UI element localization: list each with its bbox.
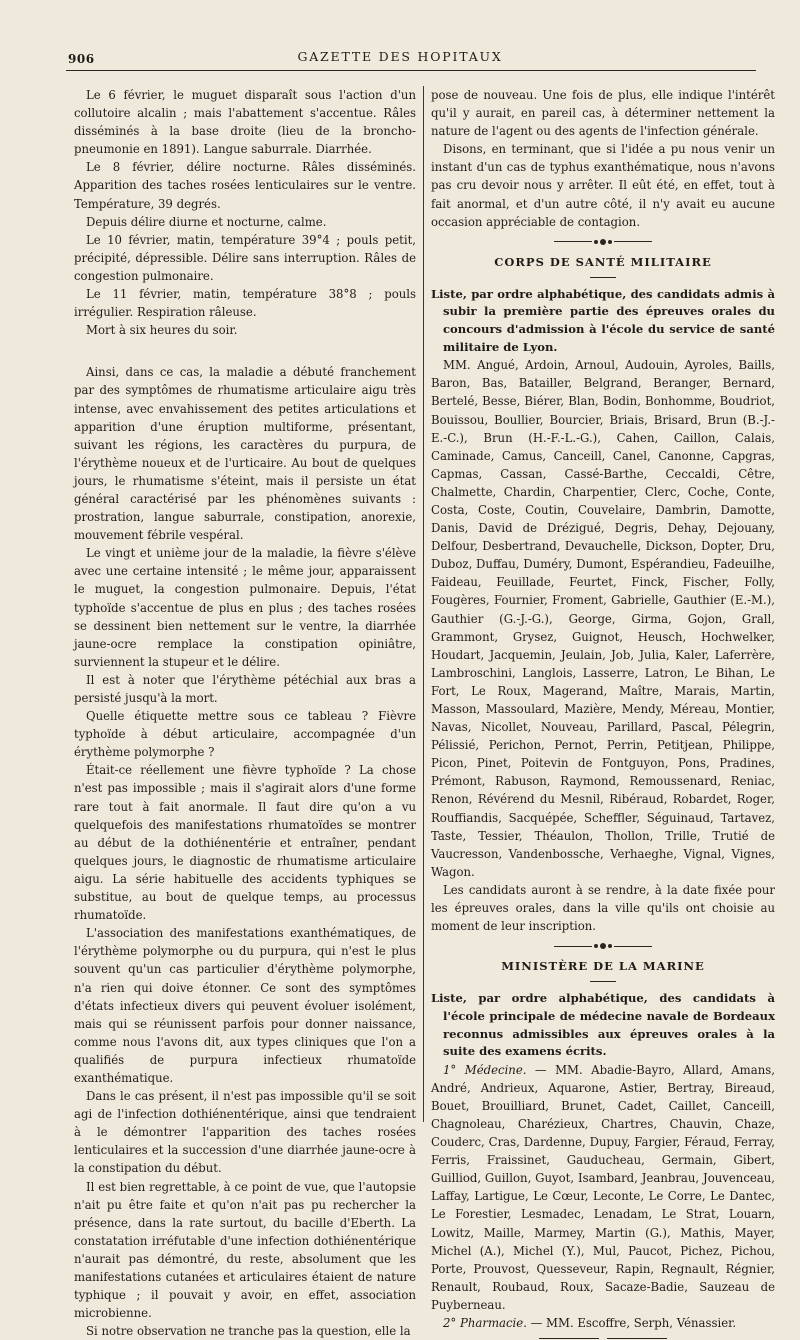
section-lead: Liste, par ordre alphabétique, des candidats à l'école principale de médecine navale de Bordeaux reconnus admissibles aux épreuves orales à la suite des examens écrits. [431,991,775,1059]
paragraph: Disons, en terminant, que si l'idée a pu nous venir un instant d'un cas de typhus exanthématique, nous n'avons pas cru devoir nous y arrêter. Il eût été, en effet, tout à fait anormal, et d'un autre côté, il n'y avait eu aucune occasion appréciable de contagion. [431,142,775,229]
section-separator [431,239,775,245]
pharmacy-label: 2° Pharmacie. [443,1316,527,1330]
paragraph: L'association des manifestations exanthématiques, de l'érythème polymorphe ou du purpura, qui n'est le plus souvent qu'un cas particulier d'érythème polymorphe, n'a rien qui doive étonner. Ce sont des symptômes d'états infectieux divers qui peuvent évoluer isolément, mais qui se réunissent parfois pour donner naissance, comme nous l'avons dit, aux types cliniques que l'on a qualifiés de purpura infectieux rhumatoïde exanthématique. [74,926,416,1085]
paragraph: Le vingt et unième jour de la maladie, la fièvre s'élève avec une certaine intensité ; le même jour, apparaissent le muguet, la congestion pulmonaire. Depuis, l'état typhoïde s'accentue de plus en plus ; des taches rosées se dessinent bien nettement sur le ventre, la diarrhée jaune-ocre remplace la constipation opiniâtre, surviennent la stupeur et le délire. [74,546,416,669]
paragraph: Était-ce réellement une fièvre typhoïde ? La chose n'est pas impossible ; mais il s'agirait alors d'une forme rare tout à fait anormale. Il faut dire qu'on a vu quelquefois des manifestations rhumatoïdes se montrer au début de la dothiénentérie et entraîner, pendant quelques jours, le diagnostic de rhumatisme articulaire aigu. La série habituelle des accidents typhiques se substitue, au bout de quelque temps, au processus rhumatoïde. [74,763,416,923]
paragraph: Le 8 février, délire nocturne. Râles disséminés. Apparition des taches rosées lenticulaires sur le ventre. Température, 39 degrés. [74,160,416,211]
paragraph: Les candidats auront à se rendre, à la date fixée pour les épreuves orales, dans la ville qu'ils ont choisie au moment de leur inscription. [431,882,775,934]
section-lead: Liste, par ordre alphabétique, des candidats admis à subir la première partie des épreuves orales du concours d'admission à l'école du service de santé militaire de Lyon. [431,286,775,354]
paragraph: Le 10 février, matin, température 39°4 ; pouls petit, précipité, dépressible. Délire sans interruption. Râles de congestion pulmonaire. [74,232,416,283]
paragraph: Le 11 février, matin, température 38°8 ; pouls irrégulier. Respiration râleuse. [74,287,416,320]
medicine-names: — MM. Abadie-Bayro, Allard, Amans, André, Andrieux, Aquarone, Astier, Bertray, Bireaud, Bouet, Brouilliard, Brunet, Cadet, Caillet, Canceill, Chagnoleau, Charézieux, Chartres, Chauvin, Chaze, Couderc, Cras, Dardenne, Dupuy, Fargier, Féraud, Ferray, Ferris, Fraissinet, Gauducheau, Germain, Gibert, Guilliod, Guillon, Guyot, Isambard, Jeanbrau, Jouvenceau, Laffay, Lartigue, Le Cœur, Leconte, Le Corre, Le Dantec, Le Forestier, Lesmadec, Lenadam, Le Strat, Louarn, Lowitz, Maille, Marmey, Martin (G.), Mathis, Mayer, Michel (A.), Michel (Y.), Mul, Paucot, Pichez, Pichou, Porte, Prouvost, Quesseveur, Rapin, Regnault, Régnier, Renault, Roubaud, Roux, Sacaze-Badie, Sauzeau de Puyberneau. [431,1062,775,1312]
paragraph: Quelle étiquette mettre sous ce tableau ? Fièvre typhoïde à début articulaire, accompagnée d'un érythème polymorphe ? [74,709,416,760]
column-divider [423,86,424,1122]
paragraph: Depuis délire diurne et nocturne, calme. [86,214,327,229]
paragraph: Le 6 février, le muguet disparaît sous l'action d'un collutoire alcalin ; mais l'abattement s'accentue. Râles disséminés à la base droite (lieu de la broncho-pneumonie en 1891). Langue saburrale. Diarrhée. [74,88,416,157]
header-rule [66,70,756,71]
candidate-list-pharmacy [431,1314,775,1332]
section-title-navy: MINISTÈRE DE LA MARINE [501,959,705,974]
left-column [74,86,416,1340]
paragraph: Ainsi, dans ce cas, la maladie a débuté franchement par des symptômes de rhumatisme articulaire aigu très intense, avec envahissement des petites articulations et apparition d'une éruption multiforme, présentant, suivant les régions, les caractères du purpura, de l'érythème noueux et de l'urticaire. Au bout de quelques jours, le rhumatisme s'éteint, mais il persiste un état général caractérisé par les phénomènes suivants : prostration, langue saburrale, constipation, anorexie, mouvement fébrile vespéral. [74,365,416,543]
candidate-list: MM. Angué, Ardoin, Arnoul, Audouin, Ayroles, Baills, Baron, Bas, Batailler, Belgrand, Beranger, Bernard, Bertelé, Besse, Biérer, Blan, Bodin, Bonhomme, Boudriot, Bouissou, Boullier, Bourcier, Briais, Brisard, Brun (B.-J.-E.-C.), Brun (H.-F.-L.-G.), Cahen, Caillon, Calais, Caminade, Camus, Canceill, Canel, Canonne, Capgras, Capmas, Cassan, Cassé-Barthe, Ceccaldi, Cêtre, Chalmette, Chardin, Charpentier, Clerc, Coche, Conte, Costa, Coste, Coutin, Couvelaire, Dambrin, Damotte, Danis, David de Drézigué, Degris, Dehay, Dejouany, Delfour, Desbertrand, Devauchelle, Dickson, Dopter, Dru, Duboz, Duffau, Duméry, Dumont, Espérandieu, Fadeuilhe, Faideau, Feuillade, Feurtet, Finck, Fischer, Folly, Fougères, Fournier, Froment, Gabrielle, Gauthier (E.-M.), Gauthier (G.-J.-G.), George, Girma, Gojon, Grall, Grammont, Grysez, Guignot, Heusch, Hochwelker, Houdart, Jacquemin, Jeulain, Job, Julia, Kaler, Laferrère, Lambroschini, Langlois, Lasserre, Latron, Le Bihan, Le Fort, Le Roux, Magerand, Maître, Marais, Martin, Masson, Massoulard, Mazière, Mendy, Méreau, Montier, Navas, Nicollet, Nouveau, Parillard, Pascal, Pélegrin, Pélissié, Perichon, Pernot, Perrin, Petitjean, Philippe, Picon, Pinet, Poitevin de Fontguyon, Pons, Pradines, Prémont, Rabuson, Raymond, Remoussenard, Reniac, Renon, Révérend du Mesnil, Ribéraud, Robardet, Roger, Rouffiandis, Sacquépée, Scheffler, Séguinaud, Tartavez, Taste, Tessier, Théaulon, Thollon, Trille, Trutié de Vaucresson, Vandenbossche, Verhaeghe, Vignal, Vignes, Wagon. [431,358,775,879]
paragraph: Mort à six heures du soir. [86,323,238,338]
section-title-military: CORPS DE SANTÉ MILITAIRE [494,254,712,269]
paragraph: Il est à noter que l'érythème pétéchial aux bras a persisté jusqu'à la mort. [74,672,416,705]
paragraph: Dans le cas présent, il n'est pas impossible qu'il se soit agi de l'infection dothiénentérique, ainsi que tendraient à le démontrer l'apparition des taches rosées lenticulaires et la succession d'une diarrhée jaune-ocre à la constipation du début. [74,1089,416,1176]
running-title: GAZETTE DES HOPITAUX [297,49,503,64]
paragraph-gap [74,339,416,363]
pharmacy-names: — MM. Escoffre, Serph, Vénassier. [526,1316,737,1330]
title-rule [590,277,616,278]
paragraph: pose de nouveau. Une fois de plus, elle indique l'intérêt qu'il y aurait, en pareil cas, à déterminer nettement la nature de l'agent ou des agents de l'infection générale. [431,88,775,139]
paragraph: Il est bien regrettable, à ce point de vue, que l'autopsie n'ait pu être faite et qu'on n'ait pas pu rechercher la présence, dans la rate surtout, du bacille d'Eberth. La constatation irréfutable d'une infection dothiénentérique n'aurait pas démontré, du reste, absolument que les manifestations cutanées et articulaires étaient de nature typhique ; il pouvait y avoir, en effet, association microbienne. [74,1179,416,1321]
page-number: 906 [68,52,95,66]
candidate-list-medicine [431,1061,775,1314]
paragraph: Si notre observation ne tranche pas la question, elle la [86,1324,411,1339]
title-rule [590,981,616,982]
section-separator [431,943,775,949]
right-column [431,86,775,1339]
end-separator [431,1338,775,1339]
medicine-label: 1° Médecine. [443,1062,527,1077]
